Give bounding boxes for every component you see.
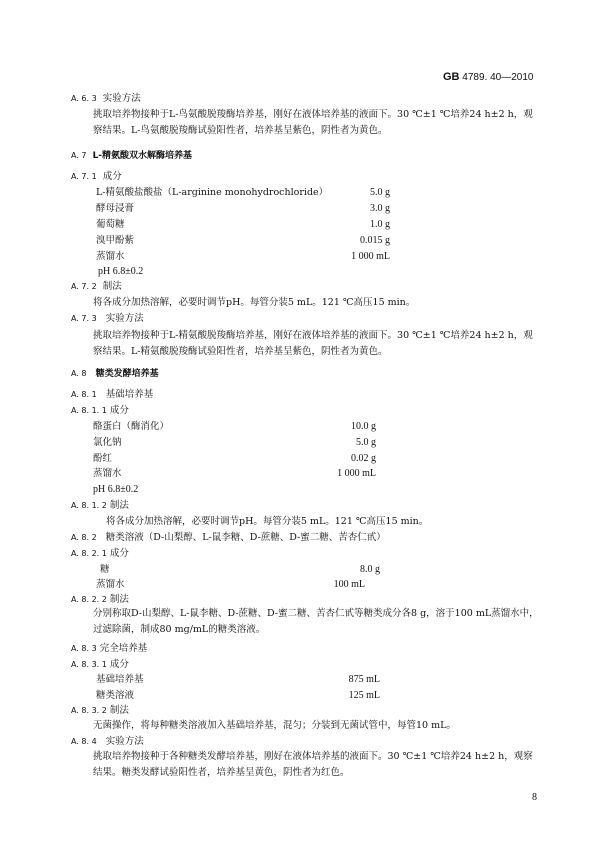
- standard-number: [443, 71, 533, 84]
- ingredient-amount: 1 000 mL: [337, 468, 376, 479]
- section-a831-heading: A. 8. 3. 1 成分: [71, 659, 129, 670]
- ingredient-name: 酵母浸膏: [96, 203, 135, 214]
- section-a812-heading: A. 8. 1. 2 制法: [71, 500, 129, 511]
- section-a832-heading: A. 8. 3. 2 制法: [71, 705, 129, 716]
- ingredient-amount: 1.0 g: [370, 219, 390, 230]
- section-a84-heading: A. 8. 4 实验方法: [71, 736, 144, 747]
- section-a73-heading: A. 7. 3 实验方法: [71, 313, 144, 324]
- ingredient-amount: 125 mL: [348, 690, 380, 701]
- ingredient-name: 酚红: [93, 453, 113, 464]
- ingredient-amount: 875 mL: [348, 674, 380, 685]
- section-a73-text: 挑取培养物接种于L-精氨酸脱羧酶培养基，刚好在液体培养基的液面下。30 ℃±1 ℃培养24 h±2 h，观察结果。L-精氨酸脱羧酶试验阳性者，培养基呈紫色，阴性者为黄色。: [93, 330, 533, 357]
- section-a821-heading: A. 8. 2. 1 成分: [71, 548, 129, 559]
- ingredient-amount: 1 000 mL: [351, 251, 390, 262]
- section-a82-heading: A. 8. 2 糖类溶液（D-山梨醇、L-鼠李糖、D-蔗糖、D-蜜二糖、苦杏仁甙）: [71, 532, 386, 543]
- ingredient-amount: 100 mL: [333, 579, 365, 590]
- section-a81-heading: A. 8. 1 基础培养基: [71, 389, 154, 400]
- ingredient-amount: 3.0 g: [370, 203, 390, 214]
- section-a63-heading: A. 6. 3 实验方法: [71, 93, 141, 104]
- ingredient-name: L-精氨酸盐酸盐（L-arginine monohydrochloride）: [96, 187, 329, 198]
- ingredient-amount: 0.015 g: [360, 235, 390, 246]
- section-a8-heading: A. 8 糖类发酵培养基: [71, 369, 159, 379]
- ingredient-name: 葡萄糖: [96, 219, 125, 230]
- section-a822-text: 分别称取D-山梨醇、L-鼠李糖、D-蔗糖、D-蜜二糖、苦杏仁甙等糖类成分各8 g，溶于100 mL蒸馏水中，过滤除菌，制成80 mg/mL的糖类溶液。: [93, 608, 539, 635]
- ingredient-name: 氯化钠: [93, 437, 122, 448]
- ingredient-name: 蒸馏水: [93, 468, 122, 479]
- ingredient-name: 溴甲酚紫: [96, 235, 135, 246]
- ph-value: pH 6.8±0.2: [93, 484, 139, 495]
- ingredient-amount: 5.0 g: [370, 187, 390, 198]
- section-a83-heading: A. 8. 3 完全培养基: [71, 643, 148, 654]
- section-a811-heading: A. 8. 1. 1 成分: [71, 405, 129, 416]
- section-a84-text: 挑取培养物接种于各种糖类发酵培养基，刚好在液体培养基的液面下。30 ℃±1 ℃培养24 h±2 h，观察结果。糖类发酵试验阳性者，培养基呈黄色，阴性者为红色。: [93, 751, 533, 778]
- ingredient-amount: 10.0 g: [351, 421, 376, 432]
- ingredient-amount: 5.0 g: [356, 437, 376, 448]
- ingredient-name: 蒸馏水: [96, 579, 125, 590]
- ingredient-amount: 0.02 g: [351, 453, 376, 464]
- section-a812-text: 将各成分加热溶解，必要时调节pH。每管分装5 mL。121 ℃高压15 min。: [106, 516, 429, 527]
- gb-mark: GB: [443, 71, 460, 83]
- ingredient-name: 糖类溶液: [96, 690, 135, 701]
- section-a63-text: 挑取培养物接种于L-鸟氨酸脱羧酶培养基，刚好在液体培养基的液面下。30 ℃±1 ℃培养24 h±2 h，观察结果。L-鸟氨酸脱羧酶试验阳性者，培养基呈紫色，阴性者为黄色。: [93, 109, 533, 136]
- ingredient-name: 基础培养基: [96, 674, 144, 685]
- section-a72-heading: A. 7. 2 制法: [71, 281, 122, 292]
- section-a72-text: 将各成分加热溶解，必要时调节pH。每管分装5 mL。121 ℃高压15 min。: [93, 297, 416, 308]
- page-number: 8: [532, 792, 537, 803]
- std-code: 4789. 40—2010: [462, 72, 534, 83]
- ph-value: pH 6.8±0.2: [98, 266, 144, 277]
- ingredient-amount: 8.0 g: [360, 564, 380, 575]
- ingredient-name: 糖: [100, 564, 110, 575]
- section-a822-heading: A. 8. 2. 2 制法: [71, 594, 129, 605]
- section-a7-heading: A. 7 L-精氨酸双水解酶培养基: [71, 151, 193, 161]
- section-a832-text: 无菌操作，将每种糖类溶液加入基础培养基，混匀；分装到无菌试管中，每管10 mL。: [93, 720, 456, 731]
- ingredient-name: 酪蛋白（酶消化）: [93, 421, 170, 432]
- section-a71-heading: A. 7. 1 成分: [71, 171, 122, 182]
- ingredient-name: 蒸馏水: [96, 251, 125, 262]
